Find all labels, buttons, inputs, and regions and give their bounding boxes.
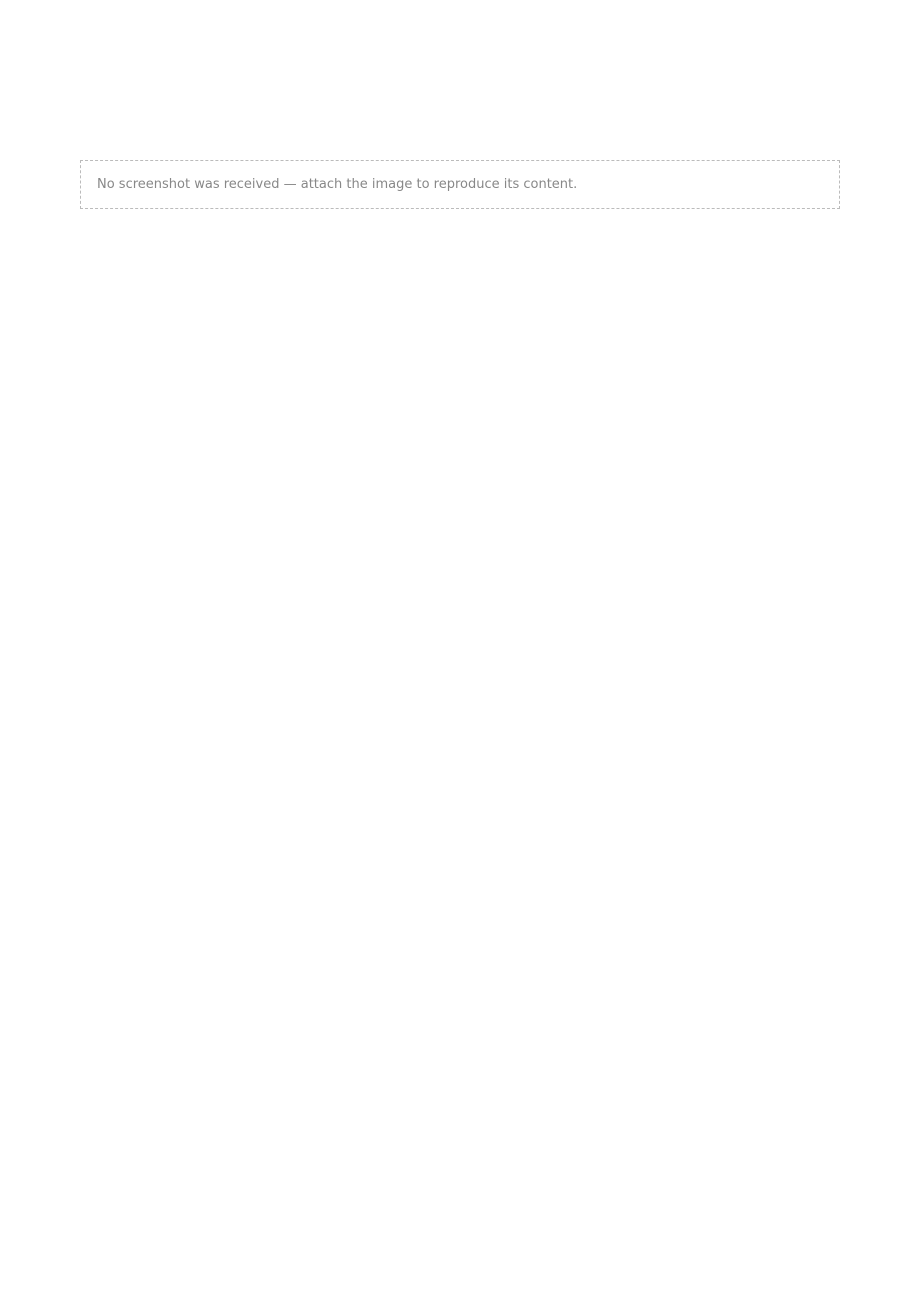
missing-screenshot-note: No screenshot was received — attach the image to reproduce its content.	[80, 160, 840, 209]
